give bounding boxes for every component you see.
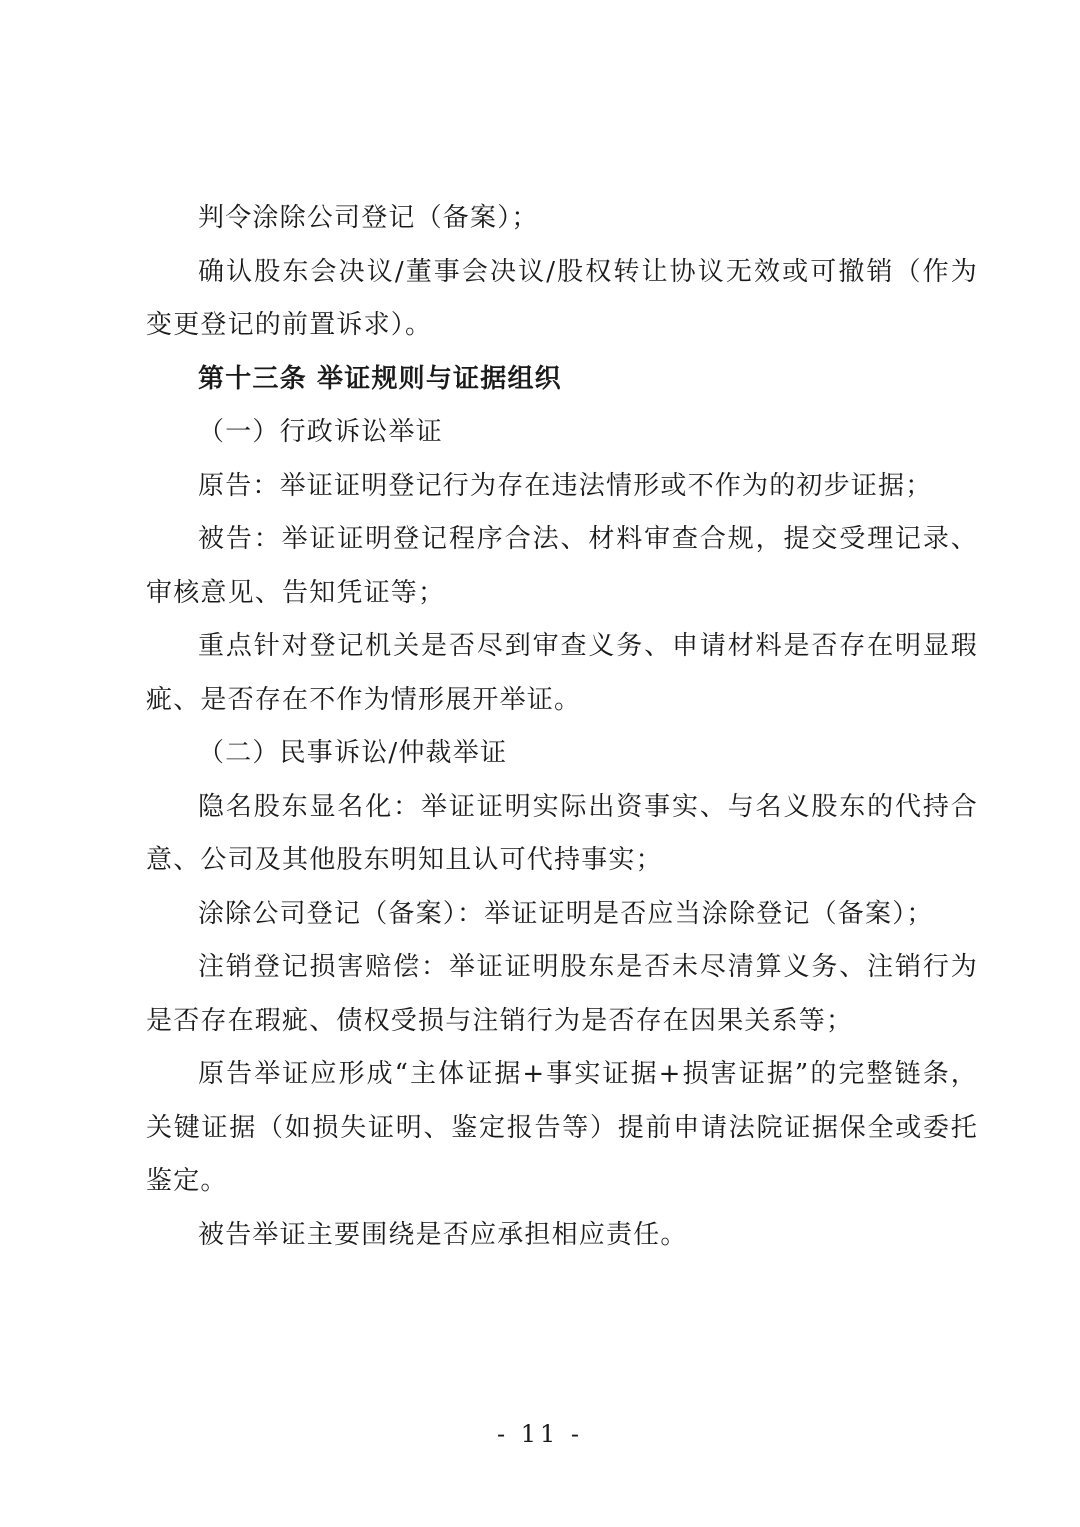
paragraph: 判令涂除公司登记（备案）； bbox=[198, 203, 539, 233]
paragraph: 注销登记损害赔偿：举证证明股东是否未尽清算义务、注销行为是否存在瑕疵、债权受损与注销行为是否存在因果关系等； bbox=[146, 952, 978, 1036]
section-heading: （一）行政诉讼举证 bbox=[198, 417, 443, 447]
paragraph: 原告举证应形成“主体证据+事实证据+损害证据”的完整链条，关键证据（如损失证明、鉴定报告等）提前申请法院证据保全或委托鉴定。 bbox=[146, 1059, 978, 1196]
paragraph: 被告：举证证明登记程序合法、材料审查合规，提交受理记录、审核意见、告知凭证等； bbox=[146, 524, 978, 608]
section-heading: （二）民事诉讼/仲裁举证 bbox=[198, 738, 508, 768]
paragraph: 涂除公司登记（备案）：举证证明是否应当涂除登记（备案）； bbox=[198, 898, 934, 929]
paragraph: 原告：举证证明登记行为存在违法情形或不作为的初步证据； bbox=[198, 470, 933, 501]
document-body bbox=[146, 192, 978, 1262]
page-number: - 11 - bbox=[496, 1420, 583, 1448]
paragraph: 隐名股东显名化：举证证明实际出资事实、与名义股东的代持合意、公司及其他股东明知且认可代持事实； bbox=[146, 791, 978, 875]
paragraph: 确认股东会决议/董事会决议/股权转让协议无效或可撤销（作为变更登记的前置诉求）。 bbox=[146, 256, 978, 340]
article-heading: 第十三条 举证规则与证据组织 bbox=[198, 363, 562, 394]
paragraph: 重点针对登记机关是否尽到审查义务、申请材料是否存在明显瑕疵、是否存在不作为情形展开举证。 bbox=[146, 631, 978, 715]
paragraph: 被告举证主要围绕是否应承担相应责任。 bbox=[198, 1219, 688, 1250]
